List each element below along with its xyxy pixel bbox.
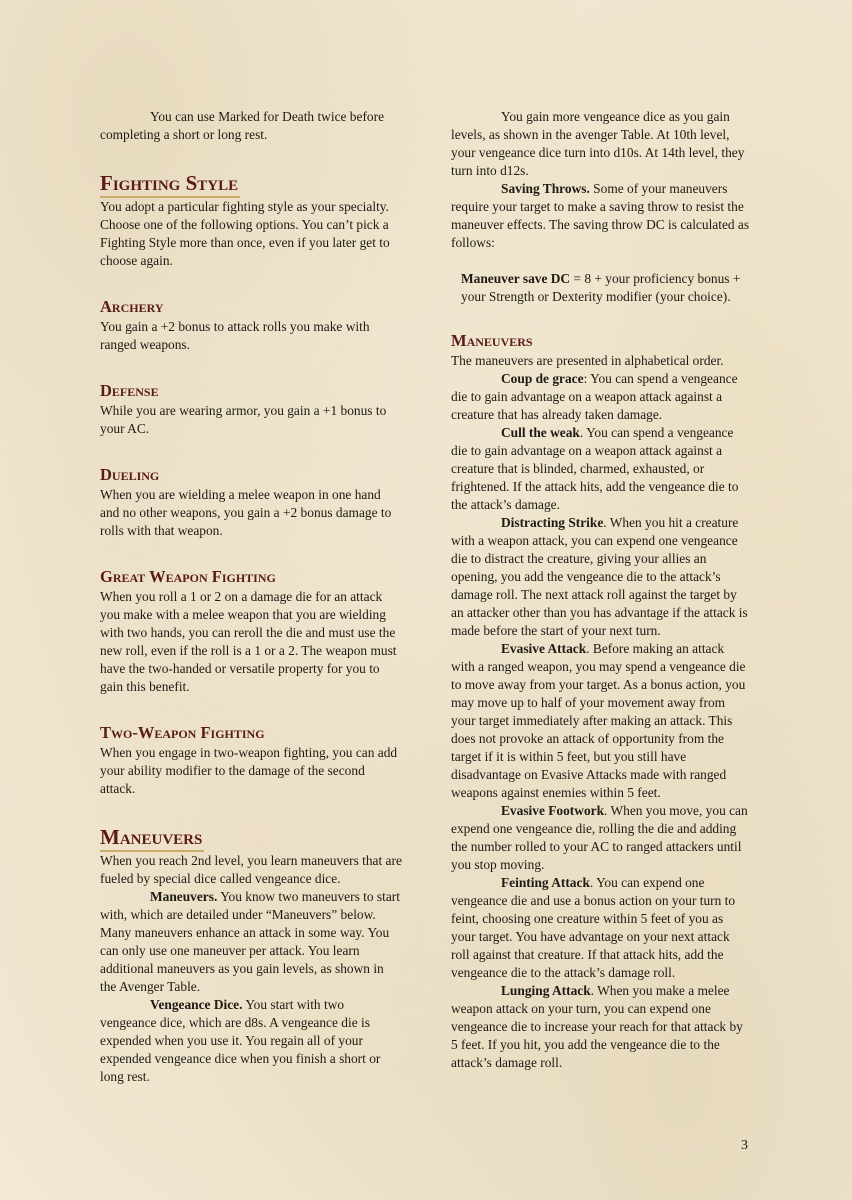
maneuvers-paragraph	[100, 888, 402, 996]
vengeance-dice-label: Vengeance Dice.	[150, 997, 243, 1012]
maneuver-item-label: Distracting Strike	[501, 515, 604, 530]
saving-throws-label: Saving Throws.	[501, 181, 590, 196]
maneuver-item-text: : You can spend a vengeance die to gain advantage on a weapon attack against a creature that has already taken damage.	[451, 371, 738, 422]
maneuver-item	[451, 640, 751, 802]
vengeance-dice-paragraph	[100, 996, 402, 1086]
vengeance-dice-body: You start with two vengeance dice, which are d8s. A vengeance die is expended when you use it. You regain all of your expended vengeance dice when you finish a short or long rest.	[100, 997, 381, 1084]
maneuver-item-text: . You can spend a vengeance die to gain advantage on a weapon attack against a creature that is blinded, charmed, exhausted, or frightened. If the attack hits, add the vengeance die to the attack’s damage.	[451, 425, 739, 512]
fighting-style-text: You adopt a particular fighting style as your specialty. Choose one of the following options. You can’t pick a Fighting Style more than once, even if you later get to choose again.	[100, 199, 390, 268]
maneuver-item	[451, 370, 751, 424]
page-number: 3	[741, 1138, 748, 1153]
maneuver-item	[451, 514, 751, 640]
maneuver-item	[451, 874, 751, 982]
maneuvers-intro: When you reach 2nd level, you learn maneuvers that are fueled by special dice called vengeance dice.	[100, 853, 402, 886]
maneuvers-list-intro: The maneuvers are presented in alphabetical order.	[451, 353, 724, 368]
maneuver-item	[451, 982, 751, 1072]
fighting-style-heading: Fighting Style	[100, 170, 240, 198]
maneuver-item-text: . When you make a melee weapon attack on your turn, you can expend one vengeance die to increase your reach for that attack by 5 feet. If you hit, you add the vengeance die to the attack’s damage roll.	[451, 983, 743, 1070]
great-weapon-fighting-text: When you roll a 1 or 2 on a damage die for an attack you make with a melee weapon that you are wielding with two hands, you can reroll the die and must use the new roll, even if the roll is a 1 or a 2. The weapon must have the two-handed or versatile property for you to gain this benefit.	[100, 589, 397, 694]
maneuvers-label: Maneuvers.	[150, 889, 218, 904]
saving-throws-paragraph	[451, 180, 751, 252]
maneuver-item-text: . You can expend one vengeance die and use a bonus action on your turn to feint, choosing one creature within 5 feet of you as your target. You have advantage on your next attack roll against that creature. If that attack hits, add the vengeance die to the attack’s damage roll.	[451, 875, 736, 980]
archery-heading: Archery	[100, 297, 164, 316]
maneuvers-list-heading: Maneuvers	[451, 331, 533, 350]
maneuver-item-label: Lunging Attack	[501, 983, 591, 998]
maneuver-item-label: Coup de grace	[501, 371, 584, 386]
maneuver-save-dc-label: Maneuver save DC	[461, 271, 571, 286]
maneuver-item-text: . When you move, you can expend one vengeance die, rolling the die and adding the number rolled to your AC to ranged attackers until you stop moving.	[451, 803, 748, 872]
dueling-heading: Dueling	[100, 465, 160, 484]
maneuvers-body: You know two maneuvers to start with, which are detailed under “Maneuvers” below. Many maneuvers enhance an attack in some way. You can only use one maneuver per attack. You learn additional maneuvers as you gain levels, as shown in the Avenger Table.	[100, 889, 400, 994]
great-weapon-fighting-heading: Great Weapon Fighting	[100, 567, 276, 586]
maneuver-item-label: Feinting Attack	[501, 875, 590, 890]
maneuver-item-text: . When you hit a creature with a weapon attack, you can expend one vengeance die to distract the creature, giving your allies an opening, you add the vengeance die to the attack’s damage roll. The next attack roll against the target by an attacker other than you has advantage if the attack is made before the start of your next turn.	[451, 515, 748, 638]
left-column	[100, 108, 402, 1086]
saving-throws-body: Some of your maneuvers require your target to make a saving throw to resist the maneuver effects. The saving throw DC is calculated as follows:	[451, 181, 750, 250]
archery-text: You gain a +2 bonus to attack rolls you make with ranged weapons.	[100, 319, 370, 352]
more-dice-text: You gain more vengeance dice as you gain levels, as shown in the avenger Table. At 10th level, your vengeance dice turn into d10s. At 14th level, they turn into d12s.	[451, 109, 745, 178]
defense-text: While you are wearing armor, you gain a +1 bonus to your AC.	[100, 403, 387, 436]
two-weapon-fighting-text: When you engage in two-weapon fighting, you can add your ability modifier to the damage of the second attack.	[100, 745, 398, 796]
two-weapon-fighting-heading: Two-Weapon Fighting	[100, 723, 265, 742]
maneuver-item-label: Cull the weak	[501, 425, 580, 440]
defense-heading: Defense	[100, 381, 159, 400]
right-column	[451, 108, 751, 1072]
marked-for-death-text: You can use Marked for Death twice before completing a short or long rest.	[100, 109, 385, 142]
maneuvers-heading: Maneuvers	[100, 824, 204, 852]
dueling-text: When you are wielding a melee weapon in one hand and no other weapons, you gain a +2 bonus damage to rolls with that weapon.	[100, 487, 392, 538]
maneuver-item-label: Evasive Footwork	[501, 803, 605, 818]
maneuver-item-text: . Before making an attack with a ranged weapon, you may spend a vengeance die to move away from your target. As a bonus action, you may move up to half of your movement away from your target immediately after making an attack. This does not provoke an attack of opportunity from the target if it is within 5 feet, but you still have disadvantage on Evasive Attacks made with ranged weapons against enemies within 5 feet.	[451, 641, 746, 800]
maneuver-item	[451, 424, 751, 514]
maneuver-save-dc-text: = 8 + your proficiency bonus + your Strength or Dexterity modifier (your choice).	[461, 271, 741, 304]
maneuver-save-dc-formula	[451, 270, 751, 306]
maneuver-item	[451, 802, 751, 874]
maneuver-item-label: Evasive Attack	[501, 641, 587, 656]
